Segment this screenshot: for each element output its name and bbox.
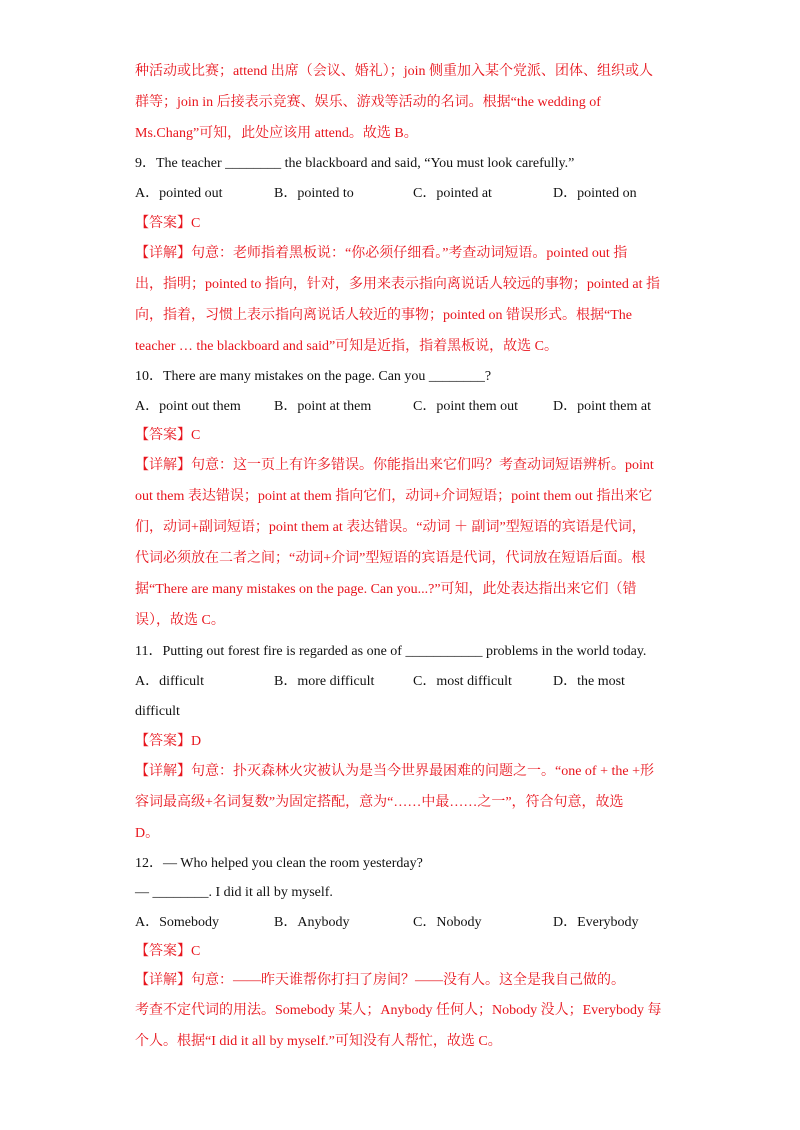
q11-option-c: C．most difficult <box>413 674 512 689</box>
q8-explanation-line-3: Ms.Chang”可知，此处应该用 attend。故选 B。 <box>135 126 418 141</box>
q12-explanation-line-2: 考查不定代词的用法。Somebody 某人；Anybody 任何人；Nobody 没人；Everybody 每 <box>135 1003 662 1018</box>
q10-option-c: C．point them out <box>413 399 518 414</box>
q12-explanation-line-3: 个人。根据“I did it all by myself.”可知没有人帮忙，故选 C。 <box>135 1034 502 1049</box>
q11-explanation-line-3: D。 <box>135 826 160 841</box>
q9-option-d: D．pointed on <box>553 186 637 201</box>
q9-option-b: B．pointed to <box>274 186 354 201</box>
q11-option-b: B．more difficult <box>274 674 375 689</box>
q11-explanation-line-2: 容词最高级+名词复数”为固定搭配，意为“……中最……之一”，符合句意，故选 <box>135 795 624 810</box>
q12-option-a: A．Somebody <box>135 915 219 930</box>
q11-option-a: A．difficult <box>135 674 204 689</box>
q9-explanation-line-3: 向，指着，习惯上表示指向离说话人较近的事物；pointed on 错误形式。根据“The <box>135 308 632 323</box>
q11-stem: 11．Putting out forest fire is regarded as one of ___________ problems in the world today. <box>135 644 647 659</box>
q12-stem: 12．— Who helped you clean the room yesterday? <box>135 856 423 871</box>
q10-stem: 10．There are many mistakes on the page. Can you ________? <box>135 369 492 384</box>
q11-answer: 【答案】D <box>135 734 202 749</box>
q9-stem: 9．The teacher ________ the blackboard and said, “You must look carefully.” <box>135 156 575 171</box>
q12-explanation-line-1: 【详解】句意：——昨天谁帮你打扫了房间？——没有人。这全是我自己做的。 <box>135 973 625 988</box>
q10-explanation-line-6: 误），故选 C。 <box>135 613 225 628</box>
q12-option-c: C．Nobody <box>413 915 482 930</box>
q11-option-d: D．the most <box>553 674 625 689</box>
q9-explanation-line-4: teacher … the blackboard and said”可知是近指，指着黑板说，故选 C。 <box>135 339 559 354</box>
q9-option-c: C．pointed at <box>413 186 492 201</box>
q12-stem-reply: — ________. I did it all by myself. <box>135 885 333 900</box>
q10-explanation-line-1: 【详解】句意：这一页上有许多错误。你能指出来它们吗？考查动词短语辨析。point <box>135 458 654 473</box>
q10-answer: 【答案】C <box>135 428 201 443</box>
q11-option-d-wrap: difficult <box>135 704 180 719</box>
q9-option-a: A．pointed out <box>135 186 223 201</box>
q10-explanation-line-3: 们，动词+副词短语；point them at 表达错误。“动词 ＋ 副词”型短语的宾语是代词， <box>135 520 646 535</box>
q9-answer: 【答案】C <box>135 216 201 231</box>
q10-option-a: A．point out them <box>135 399 241 414</box>
q11-explanation-line-1: 【详解】句意：扑灭森林火灾被认为是当今世界最困难的问题之一。“one of + the +形 <box>135 764 654 779</box>
q10-explanation-line-5: 据“There are many mistakes on the page. Can you...?”可知，此处表达指出来它们（错 <box>135 582 637 597</box>
q9-explanation-line-1: 【详解】句意：老师指着黑板说：“你必须仔细看。”考查动词短语。pointed out 指 <box>135 246 628 261</box>
q10-explanation-line-4: 代词必须放在二者之间；“动词+介词”型短语的宾语是代词，代词放在短语后面。根 <box>135 551 646 566</box>
q10-option-b: B．point at them <box>274 399 372 414</box>
q12-answer: 【答案】C <box>135 944 201 959</box>
q8-explanation-line-1: 种活动或比赛；attend 出席（会议、婚礼）；join 侧重加入某个党派、团体、组织或人 <box>135 64 653 79</box>
q9-explanation-line-2: 出，指明；pointed to 指向，针对，多用来表示指向离说话人较远的事物；pointed at 指 <box>135 277 660 292</box>
q10-option-d: D．point them at <box>553 399 651 414</box>
q12-option-d: D．Everybody <box>553 915 639 930</box>
q12-option-b: B．Anybody <box>274 915 350 930</box>
q10-explanation-line-2: out them 表达错误；point at them 指向它们，动词+介词短语；point them out 指出来它 <box>135 489 653 504</box>
q8-explanation-line-2: 群等；join in 后接表示竞赛、娱乐、游戏等活动的名词。根据“the wedding of <box>135 95 601 110</box>
